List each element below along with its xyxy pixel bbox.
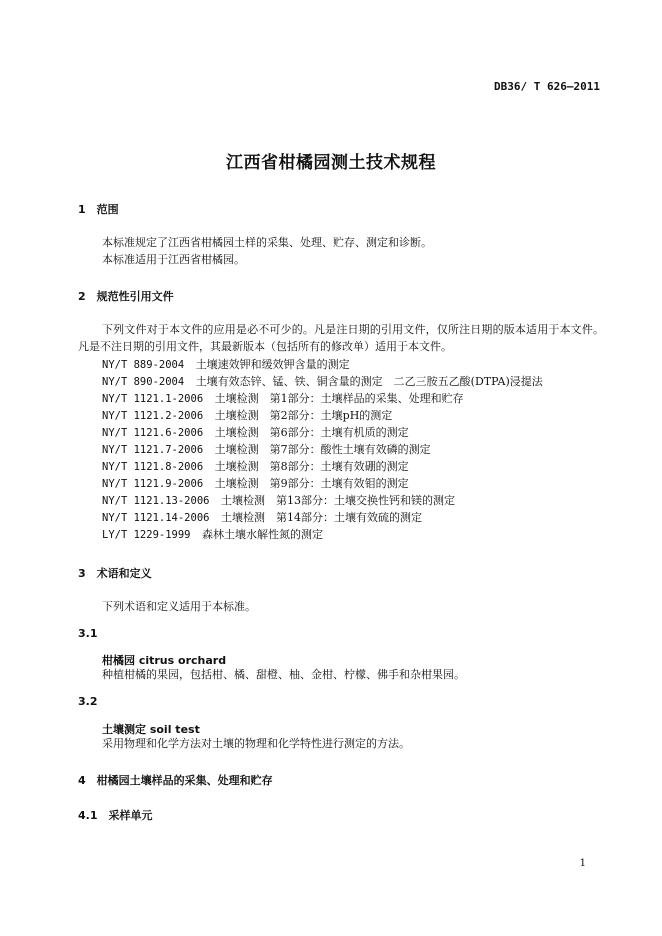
reference-code: NY/T 1121.2-2006 xyxy=(102,410,204,422)
reference-title: 土壤检测 第7部分：酸性土壤有效磷的测定 xyxy=(214,443,431,456)
reference-code: NY/T 889-2004 xyxy=(102,359,185,371)
reference-title: 土壤检测 第9部分：土壤有效钼的测定 xyxy=(214,477,409,490)
reference-item xyxy=(102,407,392,423)
reference-title: 土壤检测 第2部分：土壤pH的测定 xyxy=(214,409,393,422)
reference-title: 土壤速效钾和缓效钾含量的测定 xyxy=(195,358,350,371)
reference-item xyxy=(102,373,543,389)
section-4-heading: 4 柑橘园土壤样品的采集、处理和贮存 xyxy=(78,774,273,787)
reference-item xyxy=(102,492,455,508)
reference-code: NY/T 1121.1-2006 xyxy=(102,393,204,405)
reference-item xyxy=(102,509,422,525)
reference-item xyxy=(102,458,409,474)
subsection-4-1-heading: 4.1 采样单元 xyxy=(78,809,153,822)
reference-title: 土壤检测 第14部分：土壤有效硫的测定 xyxy=(220,511,422,524)
term-definition: 种植柑橘的果园，包括柑、橘、甜橙、柚、金柑、柠檬、佛手和杂柑果园。 xyxy=(102,668,465,681)
term-definition: 采用物理和化学方法对土壤的物理和化学特性进行测定的方法。 xyxy=(102,737,410,750)
reference-title: 土壤检测 第6部分：土壤有机质的测定 xyxy=(214,426,409,439)
term-name: 柑橘园 citrus orchard xyxy=(102,654,227,667)
reference-code: NY/T 1121.13-2006 xyxy=(102,495,210,507)
reference-code: NY/T 890-2004 xyxy=(102,376,185,388)
document-title: 江西省柑橘园测土技术规程 xyxy=(226,153,436,173)
term-number: 3.1 xyxy=(78,627,98,640)
reference-code: NY/T 1121.6-2006 xyxy=(102,427,204,439)
section-3-intro: 下列术语和定义适用于本标准。 xyxy=(102,600,256,613)
reference-item xyxy=(102,424,409,440)
reference-title: 土壤检测 第1部分：土壤样品的采集、处理和贮存 xyxy=(214,392,464,405)
reference-item xyxy=(102,356,350,372)
term-number: 3.2 xyxy=(78,695,98,708)
section-1-heading: 1 范围 xyxy=(78,203,119,216)
reference-title: 土壤有效态锌、锰、铁、铜含量的测定 二乙三胺五乙酸(DTPA)浸提法 xyxy=(195,375,543,388)
reference-code: NY/T 1121.14-2006 xyxy=(102,512,210,524)
reference-item xyxy=(102,441,431,457)
reference-title: 森林土壤水解性氮的测定 xyxy=(202,528,324,541)
standard-number: DB36/ T 626—2011 xyxy=(494,80,600,93)
section-2-heading: 2 规范性引用文件 xyxy=(78,290,174,303)
section-1-paragraph: 本标准适用于江西省柑橘园。 xyxy=(102,253,245,266)
reference-title: 土壤检测 第13部分：土壤交换性钙和镁的测定 xyxy=(220,494,455,507)
page-number: 1 xyxy=(579,858,586,869)
reference-code: NY/T 1121.9-2006 xyxy=(102,478,204,490)
section-3-heading: 3 术语和定义 xyxy=(78,567,152,580)
reference-item xyxy=(102,475,409,491)
reference-code: NY/T 1121.7-2006 xyxy=(102,444,204,456)
reference-item xyxy=(102,526,323,542)
reference-title: 土壤检测 第8部分：土壤有效硼的测定 xyxy=(214,460,409,473)
term-name: 土壤测定 soil test xyxy=(102,723,200,736)
section-1-paragraph: 本标准规定了江西省柑橘园土样的采集、处理、贮存、测定和诊断。 xyxy=(102,236,432,249)
reference-code: NY/T 1121.8-2006 xyxy=(102,461,204,473)
reference-item xyxy=(102,390,464,406)
section-2-intro: 下列文件对于本文件的应用是必不可少的。凡是注日期的引用文件，仅所注日期的版本适用于本文件。凡是不注日期的引用文件，其最新版本（包括所有的修改单）适用于本文件。 xyxy=(78,323,604,353)
reference-code: LY/T 1229-1999 xyxy=(102,529,191,541)
